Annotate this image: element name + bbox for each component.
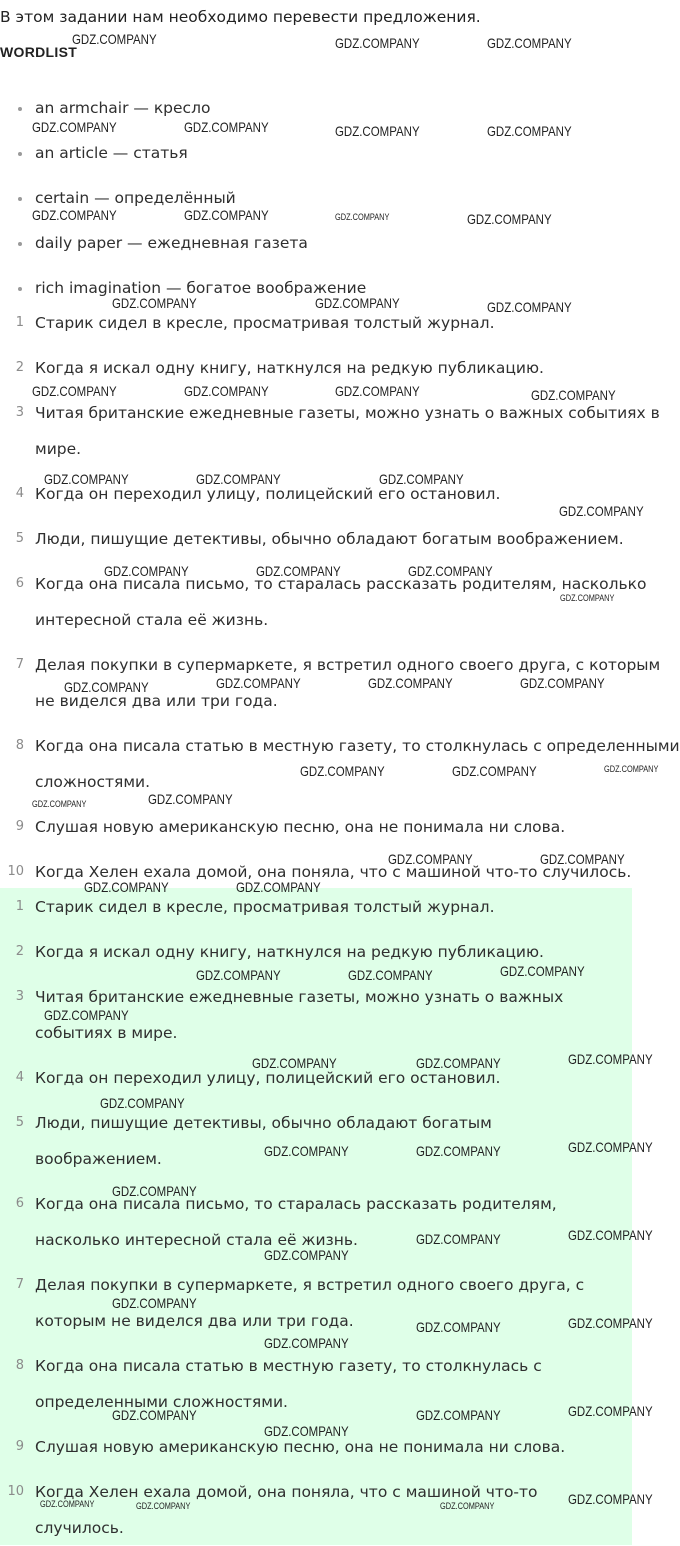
watermark: GDZ.COMPANY — [568, 1403, 653, 1419]
watermark: GDZ.COMPANY — [379, 471, 464, 487]
watermark: GDZ.COMPANY — [487, 299, 572, 315]
watermark: GDZ.COMPANY — [416, 1055, 501, 1071]
watermark: GDZ.COMPANY — [112, 295, 197, 311]
watermark: GDZ.COMPANY — [32, 799, 87, 809]
watermark: GDZ.COMPANY — [568, 1139, 653, 1155]
watermark: GDZ.COMPANY — [568, 1491, 653, 1507]
watermark: GDZ.COMPANY — [416, 1319, 501, 1335]
bullet-icon — [18, 287, 22, 291]
watermark: GDZ.COMPANY — [335, 123, 420, 139]
watermark: GDZ.COMPANY — [84, 879, 169, 895]
watermark: GDZ.COMPANY — [568, 1051, 653, 1067]
watermark: GDZ.COMPANY — [300, 763, 385, 779]
watermark: GDZ.COMPANY — [416, 1407, 501, 1423]
watermark: GDZ.COMPANY — [560, 593, 615, 603]
watermark: GDZ.COMPANY — [44, 471, 129, 487]
watermark: GDZ.COMPANY — [196, 967, 281, 983]
watermark: GDZ.COMPANY — [416, 1231, 501, 1247]
watermark: GDZ.COMPANY — [408, 563, 493, 579]
watermark: GDZ.COMPANY — [264, 1423, 349, 1439]
watermark: GDZ.COMPANY — [388, 851, 473, 867]
watermark: GDZ.COMPANY — [148, 791, 233, 807]
bullet-icon — [18, 152, 22, 156]
watermark: GDZ.COMPANY — [568, 1227, 653, 1243]
watermark: GDZ.COMPANY — [136, 1501, 191, 1511]
watermark: GDZ.COMPANY — [335, 383, 420, 399]
bullet-icon — [18, 197, 22, 201]
watermark: GDZ.COMPANY — [368, 675, 453, 691]
watermark: GDZ.COMPANY — [540, 851, 625, 867]
watermark: GDZ.COMPANY — [72, 31, 157, 47]
watermark: GDZ.COMPANY — [100, 1095, 185, 1111]
watermark: GDZ.COMPANY — [64, 679, 149, 695]
watermark: GDZ.COMPANY — [604, 764, 659, 774]
watermark: GDZ.COMPANY — [184, 207, 269, 223]
watermark: GDZ.COMPANY — [440, 1501, 495, 1511]
watermark: GDZ.COMPANY — [315, 295, 400, 311]
watermark: GDZ.COMPANY — [216, 675, 301, 691]
watermark: GDZ.COMPANY — [256, 563, 341, 579]
watermark: GDZ.COMPANY — [112, 1183, 197, 1199]
watermark: GDZ.COMPANY — [184, 383, 269, 399]
watermark: GDZ.COMPANY — [184, 119, 269, 135]
wordlist-heading: WORDLIST — [0, 44, 78, 60]
watermark: GDZ.COMPANY — [500, 963, 585, 979]
watermark: GDZ.COMPANY — [32, 383, 117, 399]
watermark: GDZ.COMPANY — [32, 207, 117, 223]
watermark: GDZ.COMPANY — [104, 563, 189, 579]
watermark: GDZ.COMPANY — [348, 967, 433, 983]
bullet-icon — [18, 107, 22, 111]
watermark: GDZ.COMPANY — [196, 471, 281, 487]
watermark: GDZ.COMPANY — [452, 763, 537, 779]
watermark: GDZ.COMPANY — [335, 35, 420, 51]
watermark: GDZ.COMPANY — [487, 35, 572, 51]
watermark: GDZ.COMPANY — [32, 119, 117, 135]
bullet-icon — [18, 242, 22, 246]
intro-text: В этом задании нам необходимо перевести предложения. — [0, 8, 481, 26]
watermark: GDZ.COMPANY — [467, 211, 552, 227]
watermark: GDZ.COMPANY — [531, 387, 616, 403]
watermark: GDZ.COMPANY — [264, 1335, 349, 1351]
watermark: GDZ.COMPANY — [335, 212, 390, 222]
watermark: GDZ.COMPANY — [520, 675, 605, 691]
watermark: GDZ.COMPANY — [264, 1247, 349, 1263]
watermark: GDZ.COMPANY — [236, 879, 321, 895]
watermark: GDZ.COMPANY — [487, 123, 572, 139]
watermark: GDZ.COMPANY — [44, 1007, 129, 1023]
watermark: GDZ.COMPANY — [252, 1055, 337, 1071]
watermark: GDZ.COMPANY — [568, 1315, 653, 1331]
watermark: GDZ.COMPANY — [416, 1143, 501, 1159]
watermark: GDZ.COMPANY — [112, 1407, 197, 1423]
watermark: GDZ.COMPANY — [40, 1499, 95, 1509]
watermark: GDZ.COMPANY — [264, 1143, 349, 1159]
watermark: GDZ.COMPANY — [559, 503, 644, 519]
watermark: GDZ.COMPANY — [112, 1295, 197, 1311]
